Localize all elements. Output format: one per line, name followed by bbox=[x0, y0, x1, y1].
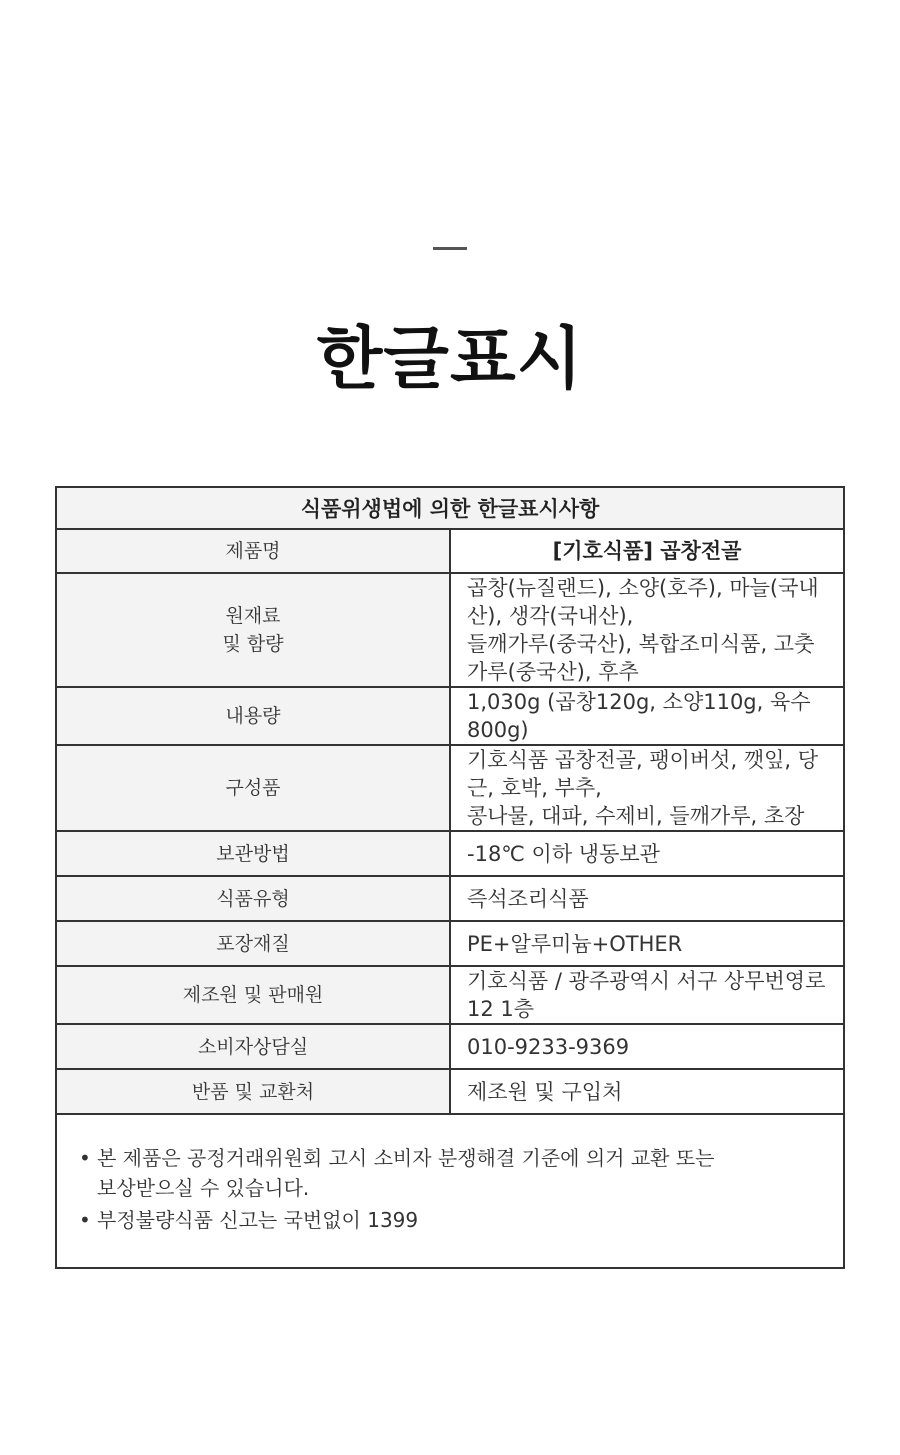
row-value-returns: 제조원 및 구입처 bbox=[450, 1069, 844, 1114]
row-label-net-weight: 내용량 bbox=[56, 687, 450, 745]
table-row bbox=[56, 687, 844, 745]
food-label-table bbox=[55, 486, 845, 1269]
table-row bbox=[56, 573, 844, 687]
row-value-product-name: [기호식품] 곱창전골 bbox=[450, 529, 844, 573]
table-row bbox=[56, 529, 844, 573]
row-label-storage: 보관방법 bbox=[56, 831, 450, 876]
notes-list bbox=[79, 1143, 821, 1235]
notes-section bbox=[56, 1114, 844, 1268]
table-heading: 식품위생법에 의한 한글표시사항 bbox=[56, 487, 844, 529]
row-label-food-type: 식품유형 bbox=[56, 876, 450, 921]
row-value-food-type: 즉석조리식품 bbox=[450, 876, 844, 921]
row-value-net-weight: 1,030g (곱창120g, 소양110g, 육수 800g) bbox=[450, 687, 844, 745]
row-label-manufacturer: 제조원 및 판매원 bbox=[56, 966, 450, 1024]
table-row bbox=[56, 921, 844, 966]
page-title: 한글표시 bbox=[316, 320, 584, 399]
table-row bbox=[56, 1069, 844, 1114]
row-value-storage: -18℃ 이하 냉동보관 bbox=[450, 831, 844, 876]
note-line: • 본 제품은 공정거래위원회 고시 소비자 분쟁해결 기준에 의거 교환 또는 bbox=[97, 1146, 715, 1170]
table-row bbox=[56, 831, 844, 876]
value-line: 콩나물, 대파, 수제비, 들깨가루, 초장 bbox=[467, 804, 805, 828]
row-value-ingredients bbox=[450, 573, 844, 687]
table-row bbox=[56, 745, 844, 831]
value-line: 곱창(뉴질랜드), 소양(호주), 마늘(국내산), 생각(국내산), bbox=[467, 576, 819, 628]
row-value-customer-service: 010-9233-9369 bbox=[450, 1024, 844, 1069]
title-divider bbox=[433, 247, 467, 250]
value-line: 들깨가루(중국산), 복합조미식품, 고춧가루(중국산), 후추 bbox=[467, 632, 815, 684]
row-label-components: 구성품 bbox=[56, 745, 450, 831]
note-item bbox=[79, 1143, 821, 1203]
row-value-manufacturer: 기호식품 / 광주광역시 서구 상무번영로 12 1층 bbox=[450, 966, 844, 1024]
row-label-product-name: 제품명 bbox=[56, 529, 450, 573]
table-row bbox=[56, 876, 844, 921]
table-row bbox=[56, 1024, 844, 1069]
row-label-returns: 반품 및 교환처 bbox=[56, 1069, 450, 1114]
value-line: 기호식품 곱창전골, 팽이버섯, 깻잎, 당근, 호박, 부추, bbox=[467, 748, 819, 800]
note-line: • 부정불량식품 신고는 국번없이 1399 bbox=[97, 1208, 419, 1232]
row-value-packaging: PE+알루미늄+OTHER bbox=[450, 921, 844, 966]
note-line: 보상받으실 수 있습니다. bbox=[97, 1176, 310, 1200]
table-row bbox=[56, 966, 844, 1024]
note-item bbox=[79, 1205, 821, 1235]
row-value-components bbox=[450, 745, 844, 831]
row-label-packaging: 포장재질 bbox=[56, 921, 450, 966]
label-line: 원재료 bbox=[225, 605, 281, 627]
row-label-ingredients bbox=[56, 573, 450, 687]
label-line: 및 함량 bbox=[222, 633, 284, 655]
row-label-customer-service: 소비자상담실 bbox=[56, 1024, 450, 1069]
